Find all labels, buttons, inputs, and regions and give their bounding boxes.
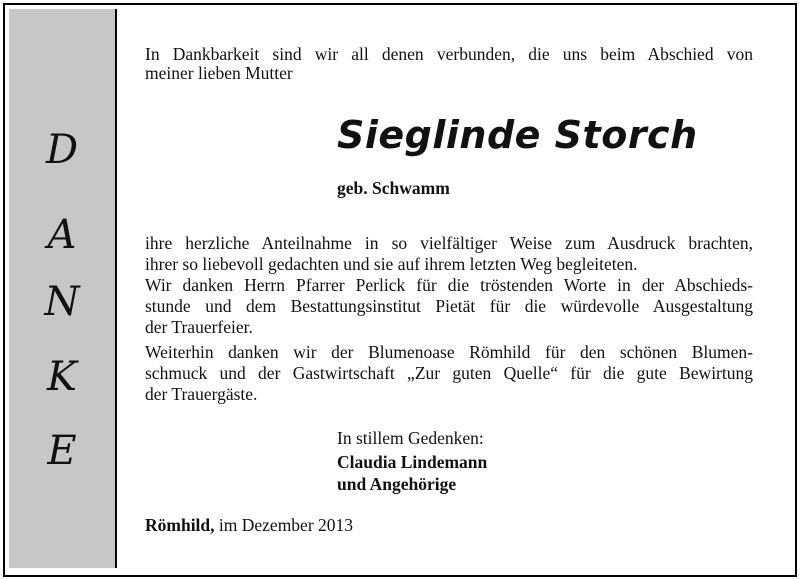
body-line-3: Wir danken Herrn Pfarrer Perlick für die tröstenden Worte in der Abschieds- xyxy=(145,275,753,295)
danke-letter-k: K xyxy=(47,354,77,400)
place: Römhild, xyxy=(145,515,215,535)
danke-letter-a: A xyxy=(47,212,77,258)
danke-sidebar xyxy=(9,9,117,568)
body-line-4: stunde und dem Bestattungsinstitut Pietät für die würdevolle Ausgestaltung xyxy=(145,296,753,316)
body-line-7: schmuck und der Gastwirtschaft „Zur guten Quelle“ für die gute Bewirtung xyxy=(145,363,753,383)
body-line-5: der Trauerfeier. xyxy=(145,317,253,337)
signer-name: Claudia Lindemann xyxy=(337,452,488,472)
body-line-1: ihre herzliche Anteilnahme in so vielfältiger Weise zum Ausdruck brachten, xyxy=(145,233,753,253)
place-date xyxy=(145,516,353,535)
deceased-name: Sieglinde Storch xyxy=(337,113,698,157)
danke-letter-n: N xyxy=(44,279,80,325)
body-line-6: Weiterhin danken wir der Blumenoase Römhild für den schönen Blumen- xyxy=(145,342,753,362)
signer-family: und Angehörige xyxy=(337,474,457,494)
date: im Dezember 2013 xyxy=(218,515,354,535)
danke-letter-e: E xyxy=(47,428,77,474)
intro-line-1: In Dankbarkeit sind wir all denen verbunden, die uns beim Abschied von xyxy=(145,44,753,64)
birth-name: geb. Schwamm xyxy=(337,178,450,198)
body-line-2: ihrer so liebevoll gedachten und sie auf ihrem letzten Weg begleiteten. xyxy=(145,254,638,274)
closing-intro: In stillem Gedenken: xyxy=(337,428,484,448)
intro-line-2: meiner lieben Mutter xyxy=(145,63,293,83)
danke-letter-d: D xyxy=(45,127,79,173)
body-line-8: der Trauergäste. xyxy=(145,384,258,404)
